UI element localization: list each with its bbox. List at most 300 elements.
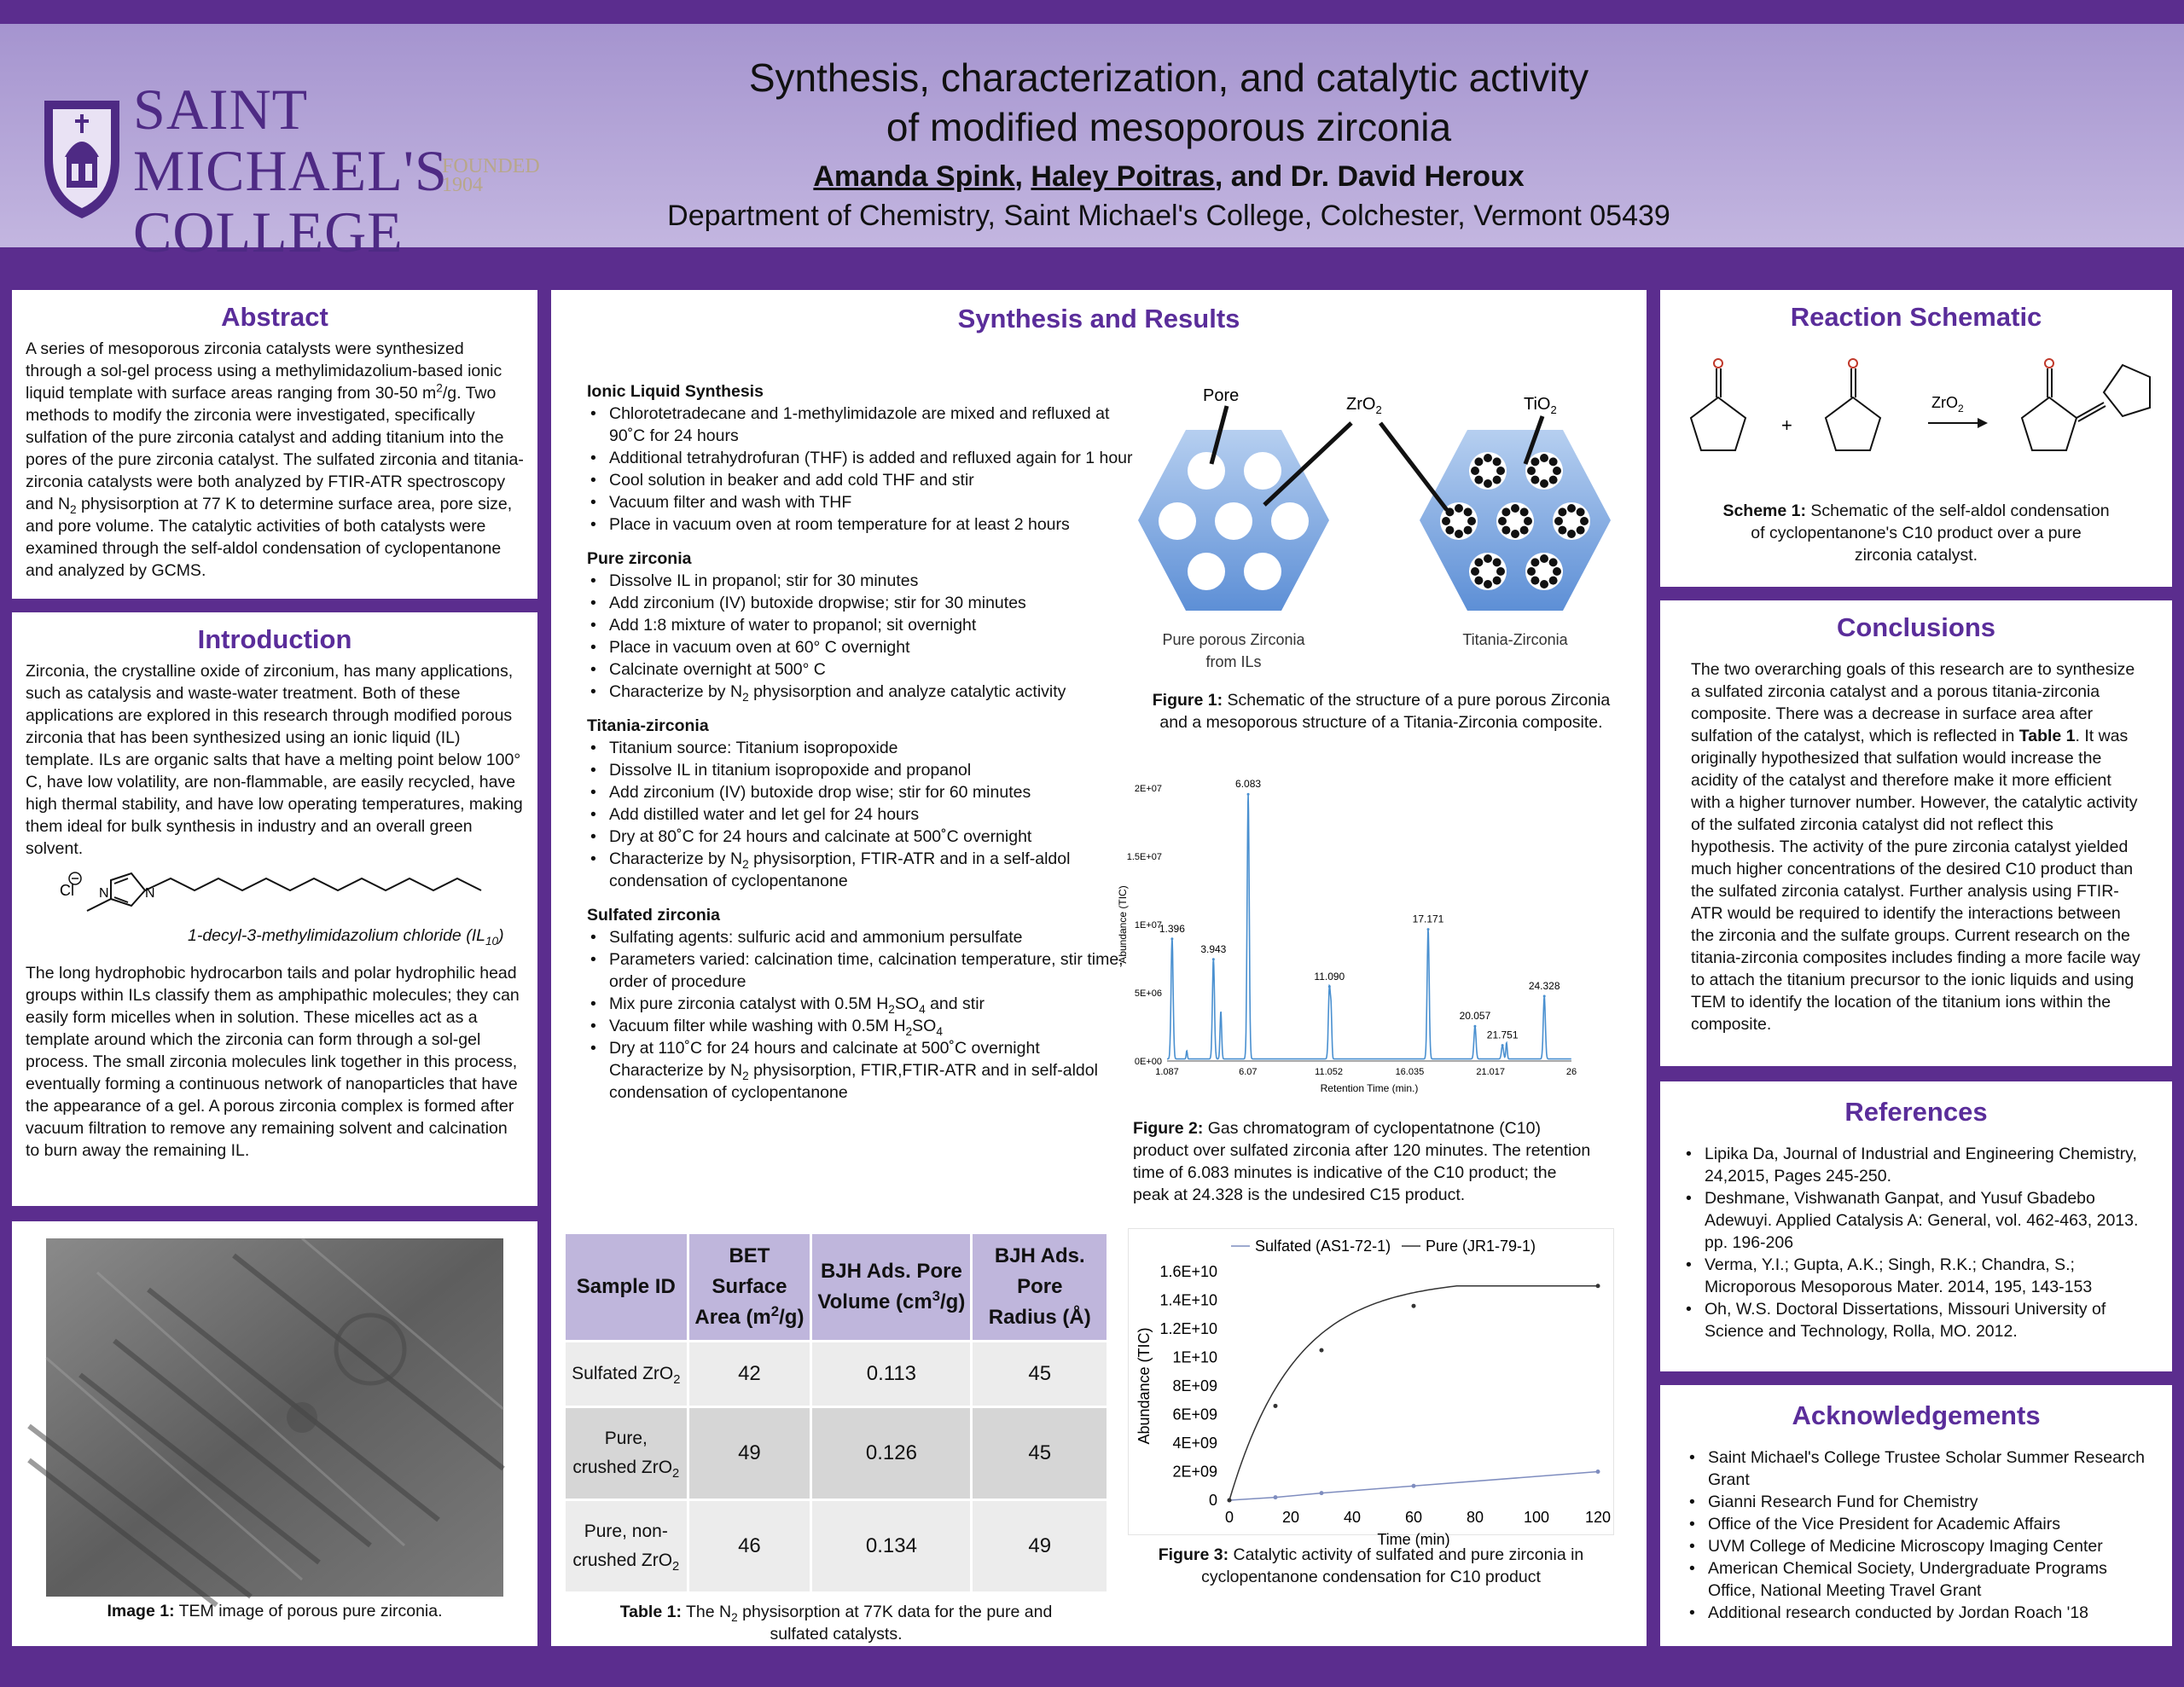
tio2-particle bbox=[1531, 558, 1539, 566]
figure3-caption bbox=[1128, 1544, 1614, 1588]
figure3-caption-text: Catalytic activity of sulfated and pure zirconia in cyclopentanone condensation for C10 product bbox=[1201, 1545, 1584, 1586]
peak-label: 24.328 bbox=[1528, 980, 1560, 992]
author-separator: , bbox=[1014, 160, 1031, 193]
y-tick-label: 1.2E+10 bbox=[1159, 1320, 1217, 1337]
poster-header bbox=[0, 24, 2184, 264]
tio2-particle bbox=[1455, 504, 1463, 513]
chromatogram-peak bbox=[1502, 1044, 1504, 1046]
header-text: BET Surface bbox=[712, 1244, 787, 1298]
tio2-particle bbox=[1511, 504, 1519, 513]
tio2-particle bbox=[1471, 567, 1479, 576]
table1 bbox=[563, 1232, 1109, 1645]
il-structure bbox=[26, 860, 524, 955]
il-n1-label: N bbox=[99, 886, 109, 901]
acknowledgement-item: • Saint Michael's College Trustee Scholar Summer Research Grant bbox=[1686, 1446, 2146, 1491]
x-tick-label: 26 bbox=[1565, 1067, 1577, 1077]
table1-caption-text: The N bbox=[681, 1603, 732, 1621]
table-cell: 0.126 bbox=[812, 1408, 970, 1499]
y-tick-label: 4E+09 bbox=[1172, 1435, 1217, 1452]
x-tick-label: 1.087 bbox=[1155, 1067, 1179, 1077]
tio2-particle bbox=[1540, 554, 1548, 563]
header-text: /g) bbox=[940, 1290, 966, 1313]
series-line bbox=[1229, 1286, 1598, 1500]
table-header bbox=[689, 1234, 810, 1340]
il-chloride-label: Cl bbox=[60, 882, 74, 899]
list-item bbox=[587, 993, 1133, 1015]
reference-item: • Deshmane, Vishwanath Ganpat, and Yusuf Gbadebo Adewuyi. Applied Catalysis A: General, vol. 462-463, 2013. pp. 196-206 bbox=[1682, 1187, 2150, 1254]
cell-text: Sulfated ZrO bbox=[572, 1364, 674, 1383]
acknowledgements-panel bbox=[1660, 1385, 2172, 1646]
list-item bbox=[587, 1015, 1133, 1037]
text-part: physisorption and analyze catalytic activity bbox=[748, 682, 1066, 701]
text-part: Characterize by N bbox=[609, 849, 743, 868]
list-item: • Chlorotetradecane and 1-methylimidazole are mixed and refluxed at 90˚C for 24 hours bbox=[587, 403, 1133, 447]
references-panel bbox=[1660, 1081, 2172, 1371]
list-item: • Dissolve IL in titanium isopropoxide and propanol bbox=[587, 759, 1133, 781]
department: Department of Chemistry, Saint Michael's College, Colchester, Vermont 05439 bbox=[667, 200, 1670, 232]
tio2-particle bbox=[1484, 479, 1492, 488]
reaction-caption-text: Schematic of the self-aldol condensation of cyclopentanone's C10 product over a pure zirconia catalyst. bbox=[1751, 501, 2110, 565]
acknowledgement-item: • UVM College of Medicine Microscopy Imaging Center bbox=[1686, 1535, 2146, 1557]
text-part: Characterize by N bbox=[609, 682, 743, 701]
conclusions-text bbox=[1691, 658, 2141, 1035]
pure-zirconia-heading: Pure zirconia bbox=[587, 549, 692, 568]
text-part: SO bbox=[894, 994, 920, 1013]
table-row bbox=[566, 1408, 1107, 1499]
x-tick-label: 0 bbox=[1224, 1509, 1234, 1526]
y-axis-label: Abundance (TIC) bbox=[1136, 1327, 1153, 1445]
logo-founded-label: FOUNDED bbox=[442, 155, 540, 177]
plus-sign: + bbox=[1781, 415, 1792, 436]
zro2-label bbox=[1346, 395, 1382, 416]
tio2-particle bbox=[1577, 526, 1585, 535]
titania-zirconia-list bbox=[587, 737, 1133, 892]
chromatogram-peak bbox=[1212, 958, 1215, 960]
tio2-particle bbox=[1531, 476, 1539, 484]
table1-caption-text: physisorption at 77K data for the pure and sulfated catalysts. bbox=[737, 1603, 1053, 1644]
college-logo bbox=[41, 75, 553, 264]
text-sub: 2 bbox=[888, 1002, 895, 1016]
tio2-particle bbox=[1577, 507, 1585, 516]
text-part: Dry at 110˚C for 24 hours and calcinate at 500˚C overnight bbox=[609, 1039, 1040, 1058]
college-crest-icon bbox=[41, 75, 126, 220]
abstract-text-b: /g. Two methods to modify the zirconia were investigated, specifically sulfation of the pure zirconia catalyst and adding titanium into the pores of the pure zirconia catalyst. The sulfated zirconia and titania-zirconia catalysts were both analyzed by FTIR-ATR spectroscopy and N bbox=[26, 384, 524, 513]
x-tick-label: 21.017 bbox=[1476, 1067, 1506, 1077]
list-item: • Add distilled water and let gel for 24 hours bbox=[587, 803, 1133, 826]
y-tick-label: 0E+00 bbox=[1134, 1057, 1162, 1067]
data-point bbox=[1412, 1304, 1416, 1308]
table-header bbox=[973, 1234, 1107, 1340]
abstract-text-c: physisorption at 77 K to determine surface area, pore size, and pore volume. The catalytic activities of both catalysts were examined through the self-aldol condensation of cyclopentanone and analyzed by GCMS. bbox=[26, 495, 513, 580]
zro2-text: ZrO bbox=[1346, 395, 1376, 414]
synthesis-panel bbox=[551, 290, 1647, 1646]
tio2-particle bbox=[1498, 517, 1507, 525]
acknowledgements-list bbox=[1686, 1446, 2146, 1624]
introduction-panel bbox=[12, 612, 537, 1206]
figure1 bbox=[1138, 382, 1624, 740]
tio2-particle bbox=[1484, 554, 1492, 563]
tio2-particle bbox=[1520, 507, 1529, 516]
conclusions-title: Conclusions bbox=[1836, 612, 1995, 642]
legend-label: Sulfated (AS1-72-1) bbox=[1255, 1238, 1391, 1255]
table-cell bbox=[566, 1501, 687, 1591]
catalytic-activity-chart bbox=[1128, 1228, 1614, 1548]
pure-zirconia-list bbox=[587, 570, 1133, 703]
peak-label: 11.090 bbox=[1314, 970, 1345, 983]
poster-title-line2: of modified mesoporous zirconia bbox=[886, 105, 1452, 149]
reaction-caption-bold: Scheme 1: bbox=[1722, 501, 1806, 520]
data-point bbox=[1320, 1491, 1324, 1495]
acknowledgement-item: • Office of the Vice President for Academic Affairs bbox=[1686, 1513, 2146, 1535]
list-item bbox=[587, 1037, 1133, 1104]
list-item: • Calcinate overnight at 500° C bbox=[587, 658, 1133, 681]
ionic-liquid-heading: Ionic Liquid Synthesis bbox=[587, 382, 764, 401]
tio2-particle bbox=[1531, 457, 1539, 466]
peak-label: 17.171 bbox=[1412, 913, 1444, 925]
data-point bbox=[1596, 1470, 1600, 1474]
il-label-end: ) bbox=[498, 926, 504, 945]
cell-text: crushed ZrO bbox=[572, 1551, 673, 1570]
references-list bbox=[1682, 1143, 2150, 1342]
figure1-caption-bold: Figure 1: bbox=[1152, 691, 1223, 710]
y-tick-label: 5E+06 bbox=[1134, 988, 1162, 999]
chromatogram-peak bbox=[1427, 928, 1430, 930]
pure-zirconia-label-2: from ILs bbox=[1205, 653, 1262, 670]
tem-caption-bold: Image 1: bbox=[107, 1602, 175, 1620]
data-point bbox=[1228, 1499, 1232, 1503]
tio2-particle bbox=[1445, 526, 1454, 535]
tio2-particle bbox=[1502, 526, 1510, 535]
tio2-particle bbox=[1484, 580, 1492, 588]
tio2-label bbox=[1524, 395, 1557, 416]
table-row bbox=[566, 1501, 1107, 1591]
tio2-particle bbox=[1493, 577, 1502, 585]
text-part: SO bbox=[912, 1017, 937, 1035]
figure3 bbox=[1128, 1228, 1631, 1620]
data-point bbox=[1274, 1495, 1278, 1499]
il-structure-diagram bbox=[26, 860, 520, 928]
tio2-particle bbox=[1567, 530, 1576, 538]
y-tick-label: 0 bbox=[1208, 1492, 1217, 1509]
titania-zirconia-label: Titania-Zirconia bbox=[1462, 631, 1568, 648]
conclusions-text-bold: Table 1 bbox=[2018, 727, 2076, 745]
chromatogram-peak bbox=[1473, 1025, 1476, 1028]
abstract-sub: 2 bbox=[70, 502, 77, 516]
text-sub: 4 bbox=[919, 1002, 926, 1016]
tio2-particle bbox=[1540, 479, 1548, 488]
header-text: Sample ID bbox=[576, 1275, 676, 1298]
il-label-sub: 10 bbox=[485, 934, 499, 948]
list-item: • Place in vacuum oven at 60° C overnight bbox=[587, 636, 1133, 658]
arrow-label-sub: 2 bbox=[1958, 403, 1964, 415]
y-tick-label: 6E+09 bbox=[1172, 1406, 1217, 1423]
acknowledgements-title: Acknowledgements bbox=[1792, 1400, 2041, 1430]
chromatogram-peak bbox=[1170, 937, 1173, 940]
x-axis-label: Retention Time (min.) bbox=[1320, 1082, 1419, 1094]
tio2-particle bbox=[1567, 504, 1576, 513]
x-tick-label: 120 bbox=[1584, 1509, 1612, 1526]
cell-sub: 2 bbox=[672, 1467, 680, 1481]
y-tick-label: 1.5E+07 bbox=[1126, 852, 1162, 862]
tio2-particle bbox=[1467, 517, 1476, 525]
tio2-particle bbox=[1540, 454, 1548, 462]
text-part: Characterize by N bbox=[609, 1061, 743, 1080]
y-tick-label: 1.6E+10 bbox=[1159, 1263, 1217, 1280]
peak-label: 20.057 bbox=[1459, 1010, 1491, 1023]
tio2-particle bbox=[1493, 476, 1502, 484]
tio2-particle bbox=[1464, 526, 1472, 535]
titania-zirconia-heading: Titania-zirconia bbox=[587, 716, 709, 735]
figure2-caption-bold: Figure 2: bbox=[1133, 1119, 1204, 1138]
tem-image bbox=[46, 1238, 503, 1597]
tio2-particle bbox=[1484, 454, 1492, 462]
list-item: • Cool solution in beaker and add cold THF and stir bbox=[587, 469, 1133, 491]
author-2: Haley Poitras bbox=[1031, 160, 1215, 193]
list-item: • Vacuum filter and wash with THF bbox=[587, 491, 1133, 513]
cell-sub: 2 bbox=[673, 1373, 681, 1388]
tio2-particle bbox=[1549, 577, 1558, 585]
text-part: Vacuum filter while washing with 0.5M H bbox=[609, 1017, 906, 1035]
tio2-particle bbox=[1464, 507, 1472, 516]
text-part: physisorption, FTIR-ATR and in a self-aldol condensation of cyclopentanone bbox=[609, 849, 1071, 890]
x-tick-label: 11.052 bbox=[1315, 1067, 1344, 1077]
tio2-particle bbox=[1549, 558, 1558, 566]
table-header bbox=[566, 1234, 687, 1340]
tio2-particle bbox=[1442, 517, 1450, 525]
text-sub: 4 bbox=[936, 1024, 943, 1038]
header-text: /g) bbox=[779, 1306, 804, 1329]
list-item: • Parameters varied: calcination time, calcination temperature, stir time, order of procedure bbox=[587, 948, 1133, 993]
peak-label: 21.751 bbox=[1486, 1029, 1519, 1041]
text-part: physisorption, FTIR,FTIR-ATR and in self-aldol condensation of cyclopentanone bbox=[609, 1061, 1098, 1102]
abstract-panel bbox=[12, 290, 537, 599]
logo-founded-year: 1904 bbox=[442, 174, 483, 196]
tio2-text: TiO bbox=[1524, 395, 1551, 414]
peak-label: 3.943 bbox=[1200, 942, 1227, 955]
abstract-sup: 2 bbox=[436, 381, 443, 395]
abstract-title: Abstract bbox=[221, 302, 328, 332]
reaction-caption bbox=[1720, 500, 2112, 566]
cyclopentanone-2 bbox=[1826, 368, 1880, 450]
reference-item: • Lipika Da, Journal of Industrial and Engineering Chemistry, 24,2015, Pages 245-250. bbox=[1682, 1143, 2150, 1187]
text-sub: 2 bbox=[742, 857, 749, 871]
y-axis-label: Abundance (TIC) bbox=[1117, 885, 1129, 964]
logo-founded bbox=[442, 157, 540, 194]
tio2-particle bbox=[1496, 467, 1505, 475]
tio2-particle bbox=[1493, 558, 1502, 566]
tio2-particle bbox=[1471, 467, 1479, 475]
il-label-text: 1-decyl-3-methylimidazolium chloride (IL bbox=[188, 926, 485, 945]
tio2-particle bbox=[1558, 526, 1566, 535]
introduction-title: Introduction bbox=[197, 624, 352, 654]
text-part: and stir bbox=[925, 994, 985, 1013]
figure2-caption bbox=[1133, 1117, 1594, 1206]
tio2-particle bbox=[1502, 507, 1510, 516]
list-item: • Dissolve IL in propanol; stir for 30 minutes bbox=[587, 570, 1133, 592]
chromatogram-peak bbox=[1247, 793, 1250, 796]
peak-label: 6.083 bbox=[1235, 778, 1262, 791]
il-structure-label bbox=[188, 926, 504, 946]
text-sub: 2 bbox=[742, 1069, 749, 1082]
poster-title-line1: Synthesis, characterization, and catalytic activity bbox=[748, 55, 1589, 100]
data-point bbox=[1412, 1484, 1416, 1488]
list-item: • Place in vacuum oven at room temperature for at least 2 hours bbox=[587, 513, 1133, 536]
table-cell: 42 bbox=[689, 1342, 810, 1406]
acknowledgement-item: • American Chemical Society, Undergraduate Programs Office, National Meeting Travel Grant bbox=[1686, 1557, 2146, 1602]
sulfated-zirconia-list bbox=[587, 926, 1133, 1104]
tio2-particle bbox=[1558, 507, 1566, 516]
tio2-particle bbox=[1493, 457, 1502, 466]
y-tick-label: 2E+07 bbox=[1134, 784, 1162, 794]
author-1: Amanda Spink bbox=[813, 160, 1015, 193]
logo-name-line1: SAINT MICHAEL'S bbox=[133, 77, 448, 203]
cell-text: Pure, non- bbox=[584, 1522, 668, 1541]
tem-caption bbox=[46, 1600, 503, 1622]
author-3: , and Dr. David Heroux bbox=[1214, 160, 1525, 193]
x-tick-label: 40 bbox=[1343, 1509, 1362, 1526]
tio2-particle bbox=[1474, 457, 1483, 466]
tio2-particle bbox=[1549, 457, 1558, 466]
chromatogram-peak bbox=[1328, 985, 1331, 988]
tio2-particle bbox=[1455, 530, 1463, 538]
header-sup: 3 bbox=[932, 1288, 941, 1304]
tio2-sub: 2 bbox=[1550, 403, 1557, 416]
zro2-sub: 2 bbox=[1375, 403, 1382, 416]
authors bbox=[529, 157, 1809, 196]
data-point bbox=[1274, 1404, 1278, 1408]
gas-chromatogram bbox=[1111, 776, 1589, 1100]
y-tick-label: 1E+10 bbox=[1172, 1348, 1217, 1366]
table-cell bbox=[566, 1408, 687, 1499]
tio2-particle bbox=[1527, 467, 1536, 475]
header-sup: 2 bbox=[770, 1303, 780, 1319]
tio2-particle bbox=[1553, 467, 1561, 475]
header-text: Volume (cm bbox=[817, 1290, 932, 1313]
tio2-particle bbox=[1474, 577, 1483, 585]
conclusions-text-a: The two overarching goals of this research are to synthesize a sulfated zirconia catalyst and a porous titania-zirconia composite. There was a decrease in surface area after sulfation of the catalyst, which is reflected in bbox=[1691, 660, 2135, 745]
data-point bbox=[1320, 1348, 1324, 1353]
table-header-row bbox=[566, 1234, 1107, 1340]
reaction-arrow-icon bbox=[1928, 418, 1988, 428]
table-cell: 45 bbox=[973, 1408, 1107, 1499]
conclusions-panel bbox=[1660, 600, 2172, 1066]
introduction-para1: Zirconia, the crystalline oxide of zirconium, has many applications, such as catalysis and waste-water treatment. Both of these applications are explored in this research through modified porous zirconia that has been synthesized using an ionic liquid (IL) template. ILs are organic salts that have a melting point below 100° C, have low volatility, are non-flammable, are easily recycled, have high thermal stability, and have low operating temperatures, making them ideal for bulk synthesis in industry and an overall green solvent. bbox=[26, 662, 523, 858]
title-block bbox=[529, 53, 1809, 235]
tio2-particle bbox=[1520, 526, 1529, 535]
header-text: Area (m bbox=[694, 1306, 771, 1329]
tio2-particle bbox=[1549, 476, 1558, 484]
chromatogram-trace bbox=[1167, 795, 1571, 1059]
list-item: • Titanium source: Titanium isopropoxide bbox=[587, 737, 1133, 759]
x-tick-label: 20 bbox=[1281, 1509, 1300, 1526]
x-tick-label: 100 bbox=[1523, 1509, 1550, 1526]
y-tick-label: 1.4E+10 bbox=[1159, 1291, 1217, 1309]
tio2-particle bbox=[1524, 517, 1532, 525]
cyclopentanone-1 bbox=[1691, 368, 1745, 450]
x-tick-label: 6.07 bbox=[1239, 1067, 1258, 1077]
tio2-particle bbox=[1580, 517, 1589, 525]
physisorption-table bbox=[563, 1232, 1109, 1594]
reaction-title: Reaction Schematic bbox=[1790, 302, 2042, 332]
y-tick-label: 2E+09 bbox=[1172, 1463, 1217, 1481]
pure-zirconia-label: Pure porous Zirconia bbox=[1162, 631, 1305, 648]
reaction-panel bbox=[1660, 290, 2172, 587]
reference-item: • Oh, W.S. Doctoral Dissertations, Missouri University of Science and Technology, Rolla, MO. 2012. bbox=[1682, 1298, 2150, 1342]
pore-label: Pore bbox=[1203, 386, 1240, 405]
il-n2-label: N bbox=[145, 886, 155, 901]
header-text: BJH Ads. Pore bbox=[820, 1260, 962, 1283]
y-tick-label: 8E+09 bbox=[1172, 1377, 1217, 1394]
y-tick-label: 1E+07 bbox=[1134, 920, 1162, 930]
table-cell: 0.113 bbox=[812, 1342, 970, 1406]
abstract-text-a: A series of mesoporous zirconia catalysts were synthesized through a sol-gel process using a methylimidazolium-based ionic liquid template with surface areas ranging from 30-50 m bbox=[26, 339, 502, 403]
table-cell: 45 bbox=[973, 1342, 1107, 1406]
figure1-caption bbox=[1138, 689, 1624, 733]
list-item: • Add zirconium (IV) butoxide drop wise; stir for 60 minutes bbox=[587, 781, 1133, 803]
table-header bbox=[812, 1234, 970, 1340]
c10-product bbox=[2022, 365, 2150, 450]
tio2-particle bbox=[1553, 567, 1561, 576]
arrow-label-text: ZrO bbox=[1931, 394, 1958, 411]
figure3-caption-bold: Figure 3: bbox=[1158, 1545, 1229, 1564]
text-sub: 2 bbox=[905, 1024, 913, 1038]
table1-caption bbox=[563, 1601, 1109, 1645]
figure2-caption-text: Gas chromatogram of cyclopentatnone (C10) product over sulfated zirconia after 120 minutes. The retention time of 6.083 minutes is indicative of the C10 product; the peak at 24.328 is the undesired C15 product. bbox=[1133, 1119, 1591, 1204]
ionic-liquid-list bbox=[587, 403, 1133, 536]
x-tick-label: 60 bbox=[1404, 1509, 1423, 1526]
list-item: • Dry at 80˚C for 24 hours and calcinate at 500˚C overnight bbox=[587, 826, 1133, 848]
chromatogram-peak bbox=[1543, 995, 1546, 998]
tem-caption-text: TEM image of porous pure zirconia. bbox=[174, 1602, 443, 1620]
tio2-particle bbox=[1527, 567, 1536, 576]
data-point bbox=[1596, 1284, 1600, 1288]
list-item: • Add zirconium (IV) butoxide dropwise; stir for 30 minutes bbox=[587, 592, 1133, 614]
sulfated-zirconia-heading: Sulfated zirconia bbox=[587, 906, 721, 925]
list-item: • Add 1:8 mixture of water to propanol; sit overnight bbox=[587, 614, 1133, 636]
table-cell: 49 bbox=[973, 1501, 1107, 1591]
table-cell bbox=[566, 1342, 687, 1406]
header-text: BJH Ads. Pore bbox=[994, 1244, 1085, 1298]
list-item bbox=[587, 681, 1133, 703]
x-axis-label: Time (min) bbox=[1377, 1531, 1450, 1548]
conclusions-text-b: . It was originally hypothesized that sulfation would increase the acidity of the catalyst and therefore make it more efficient with a higher turnover number. However, the catalytic activity of the sulfated zirconia catalyst did not reflect this hypothesis. The activity of the pure zirconia catalyst yielded much higher concentrations of the desired C10 product than the sulfated zirconia catalyst. Further analysis using FTIR-ATR would be required to identify the interactions between the zirconia and the sulfate groups. Current research on the titania-zirconia composites includes finding a more facile way to attach the titanium precursor to the ionic liquids and using TEM to identify the location of the titanium ions within the composite. bbox=[1691, 727, 2140, 1034]
text-sub: 2 bbox=[742, 690, 749, 704]
tio2-particle bbox=[1540, 580, 1548, 588]
tio2-particle bbox=[1554, 517, 1563, 525]
tio2-particle bbox=[1511, 530, 1519, 538]
table-cell: 46 bbox=[689, 1501, 810, 1591]
tio2-particle bbox=[1531, 577, 1539, 585]
list-item: • Sulfating agents: sulfuric acid and ammonium persulfate bbox=[587, 926, 1133, 948]
introduction-para2: The long hydrophobic hydrocarbon tails and polar hydrophilic head groups within ILs classify them as amphipathic molecules; they can easily form micelles when in solution. These micelles act as a template around which the zirconia can form through a sol-gel process. The small zirconia molecules link together in this process, eventually forming a continuous network of nanoparticles that have the appearance of a gel. A porous zirconia complex is formed after vacuum filtration to remove any remaining solvent and calcination to burn away the remaining IL. bbox=[26, 964, 520, 1160]
logo-name-line2: COLLEGE bbox=[133, 200, 404, 264]
figure1-diagram bbox=[1138, 382, 1624, 689]
cell-sub: 2 bbox=[672, 1560, 680, 1574]
reaction-scheme bbox=[1660, 353, 2172, 498]
table-cell: 0.134 bbox=[812, 1501, 970, 1591]
synthesis-methods bbox=[587, 380, 1133, 1104]
references-title: References bbox=[1844, 1097, 1988, 1127]
table1-caption-bold: Table 1: bbox=[619, 1603, 682, 1621]
tio2-particle bbox=[1496, 567, 1505, 576]
table-cell: 49 bbox=[689, 1408, 810, 1499]
tio2-particle bbox=[1474, 476, 1483, 484]
tio2-particle bbox=[1474, 558, 1483, 566]
tem-panel bbox=[12, 1221, 537, 1646]
legend-label: Pure (JR1-79-1) bbox=[1426, 1238, 1536, 1255]
header-text: Radius (Å) bbox=[988, 1306, 1091, 1329]
reference-item: • Verma, Y.I.; Gupta, A.K.; Singh, R.K.; Chandra, S.; Microporous Mesoporous Mater. 2014, 195, 143-153 bbox=[1682, 1254, 2150, 1298]
